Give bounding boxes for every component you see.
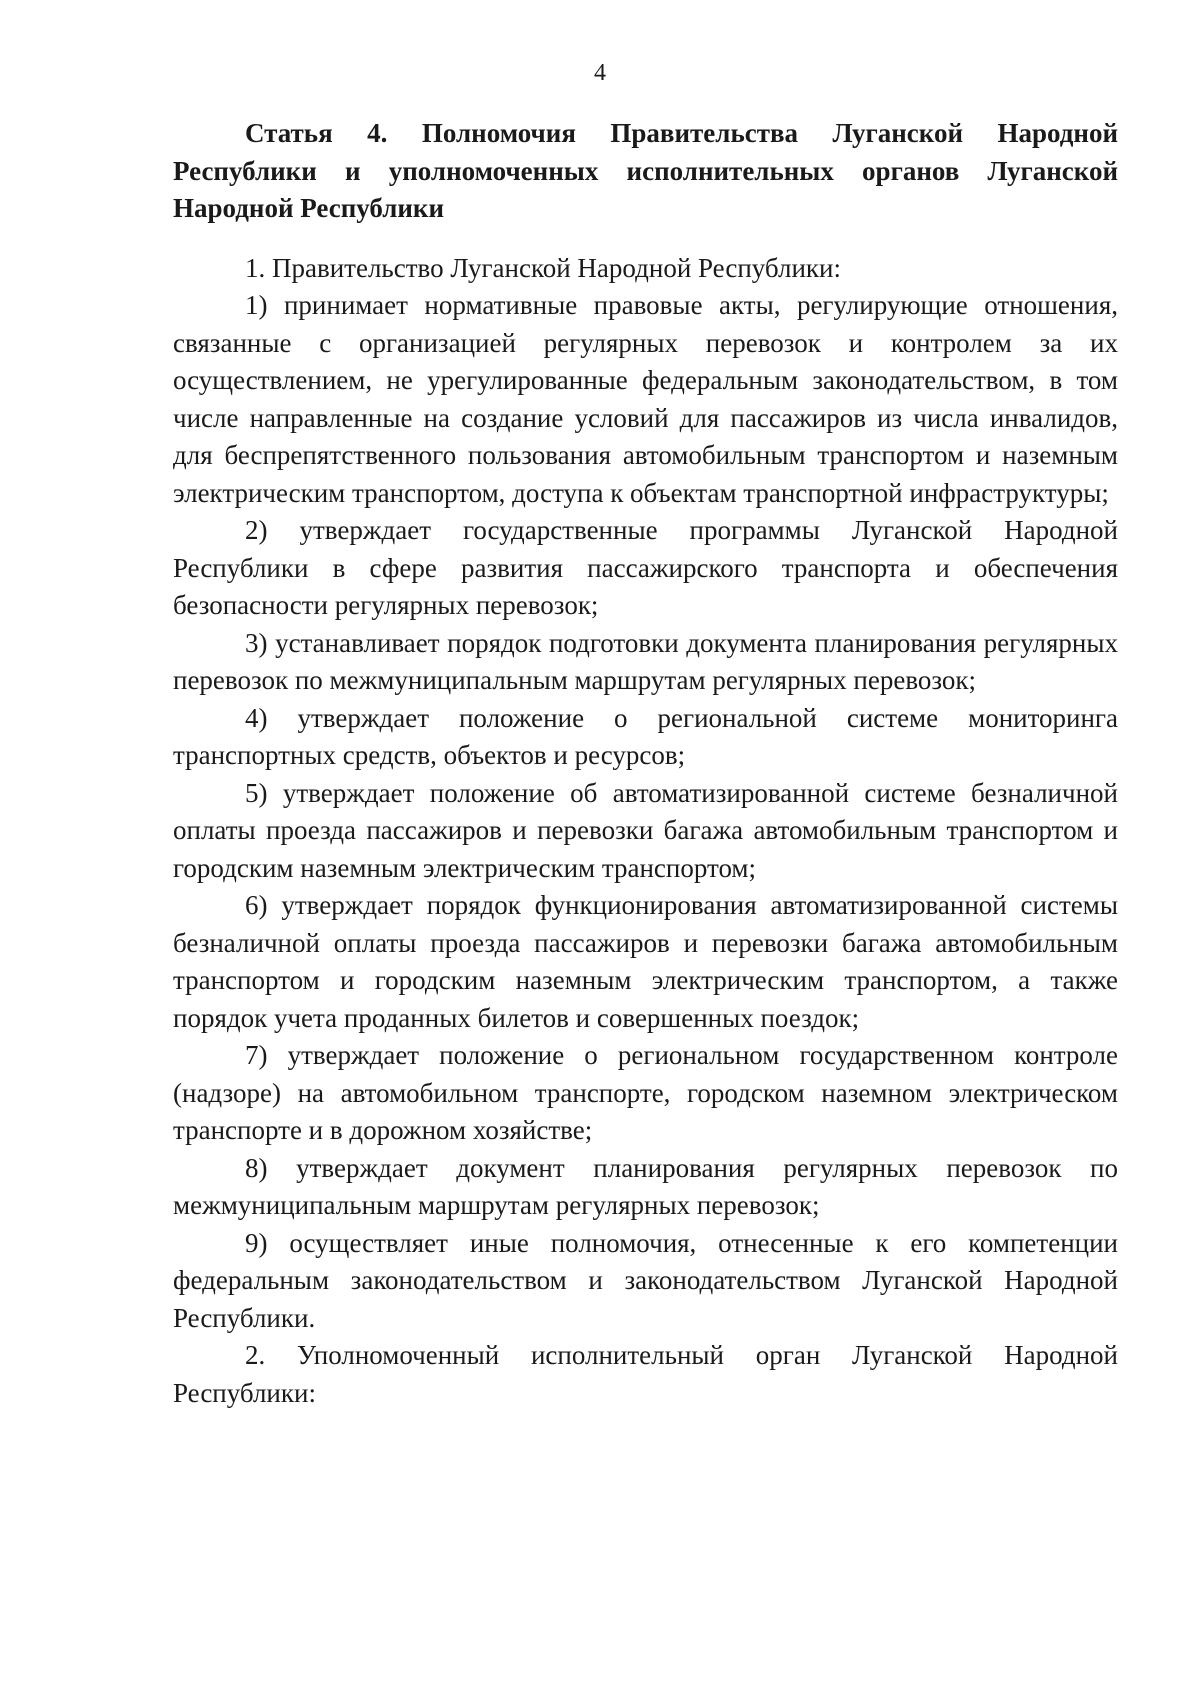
document-body: [173, 115, 1118, 1412]
paragraph-clause-1: 1. Правительство Луганской Народной Республики:: [245, 252, 841, 283]
paragraph-item-9: 9) осуществляет иные полномочия, отнесенные к его компетенции федеральным законодательством и законодательством Луганской Народной Республики.: [173, 1227, 1118, 1333]
paragraph-item-6: 6) утверждает порядок функционирования автоматизированной системы безналичной оплаты проезда пассажиров и перевозки багажа автомобильным транспортом и городским наземным электрическим транспортом, а также порядок учета проданных билетов и совершенных поездок;: [173, 890, 1118, 1033]
paragraph-item-7: 7) утверждает положение о региональном государственном контроле (надзоре) на автомобильном транспорте, городском наземном электрическом транспорте и в дорожном хозяйстве;: [173, 1040, 1118, 1145]
paragraph-item-1: 1) принимает нормативные правовые акты, регулирующие отношения, связанные с организацией регулярных перевозок и контролем за их осуществлением, не урегулированные федеральным законодательством, в том числе направленные на создание условий для пассажиров из числа инвалидов, для беспрепятственного пользования автомобильным транспортом и наземным электрическим транспортом, доступа к объектам транспортной инфраструктуры;: [173, 290, 1118, 508]
paragraph-item-3: 3) устанавливает порядок подготовки документа планирования регулярных перевозок по межмуниципальным маршрутам регулярных перевозок;: [173, 627, 1118, 695]
article-title: Статья 4. Полномочия Правительства Луганской Народной Республики и уполномоченных исполнительных органов Луганской Народной Республики: [173, 118, 1118, 223]
page-number: 4: [594, 60, 606, 86]
paragraph-item-4: 4) утверждает положение о региональной системе мониторинга транспортных средств, объектов и ресурсов;: [173, 702, 1118, 770]
paragraph-item-8: 8) утверждает документ планирования регулярных перевозок по межмуниципальным маршрутам регулярных перевозок;: [173, 1152, 1118, 1220]
paragraph-item-5: 5) утверждает положение об автоматизированной системе безналичной оплаты проезда пассажиров и перевозки багажа автомобильным транспортом и городским наземным электрическим транспортом;: [173, 777, 1118, 883]
paragraph-clause-2: 2. Уполномоченный исполнительный орган Луганской Народной Республики:: [173, 1340, 1118, 1408]
paragraph-item-2: 2) утверждает государственные программы Луганской Народной Республики в сфере развития пассажирского транспорта и обеспечения безопасности регулярных перевозок;: [173, 515, 1118, 620]
